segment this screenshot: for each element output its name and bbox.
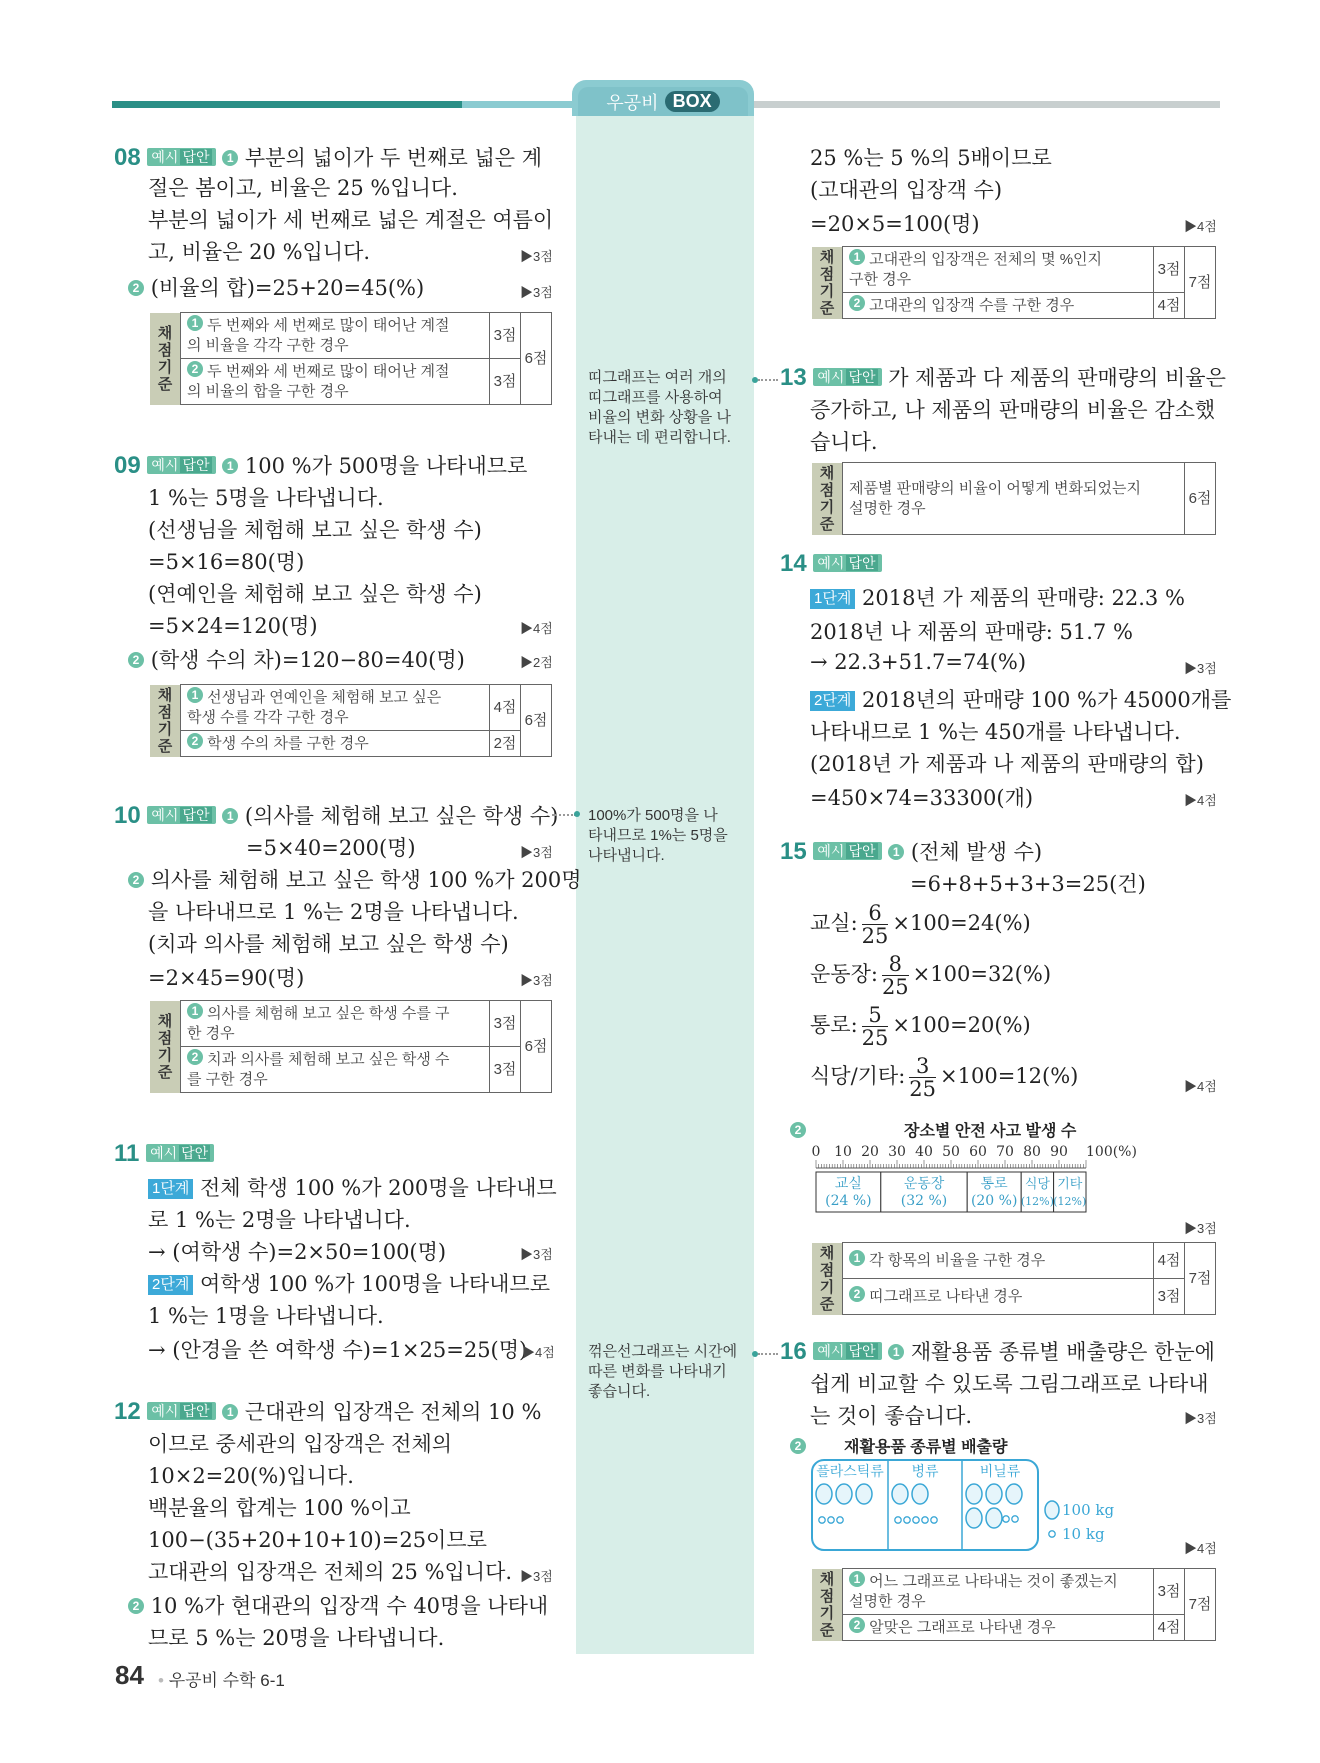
q10-line1: 10 예시 답안 1 (의사를 체험해 보고 싶은 학생 수) bbox=[114, 802, 559, 829]
q08-line3: 부분의 넓이가 세 번째로 넓은 계절은 여름이 bbox=[148, 208, 554, 232]
q13-rubric: 채점 기준 제품별 판매량의 비율이 어떻게 변화되었는지 설명한 경우 6점 bbox=[812, 462, 1216, 535]
q08-rubric: 채점 기준 1 두 번째와 세 번째로 많이 태어난 계절 의 비율을 각각 구한 경우 3점 6점 2 두 번째와 세 번째로 많이 태어난 계절 의 비율의 합을 구한 경우 3점 bbox=[150, 312, 552, 405]
small-bag-icon bbox=[819, 1517, 825, 1523]
q12-rubric: 채점 기준 1 고대관의 입장객은 전체의 몇 %인지 구한 경우 3점 7점 2 고대관의 입장객 수를 구한 경우 4점 bbox=[812, 246, 1216, 319]
question-number: 14 bbox=[780, 550, 807, 577]
small-bag-icon bbox=[837, 1517, 843, 1523]
points-label: ▶4점 bbox=[1184, 793, 1217, 808]
connector-line bbox=[758, 1353, 778, 1355]
q13-line1: 13 예시 답안 가 제품과 다 제품의 판매량의 비율은 bbox=[780, 364, 1226, 391]
legend-large-bag-icon bbox=[1045, 1501, 1059, 1519]
band-value-label: (24 %) bbox=[825, 1193, 872, 1209]
small-bag-icon bbox=[913, 1517, 919, 1523]
step-marker-2-icon: 2 bbox=[128, 280, 144, 296]
q15-step2-marker: 2 bbox=[790, 1118, 806, 1142]
question-number: 13 bbox=[780, 364, 807, 391]
q12-line6: 고대관의 입장객은 전체의 25 %입니다. bbox=[148, 1560, 513, 1584]
q11-line0: 11 예시 답안 bbox=[114, 1140, 214, 1168]
question-number: 09 bbox=[114, 452, 141, 479]
question-number: 08 bbox=[114, 144, 141, 171]
category-label: 병류 bbox=[911, 1463, 939, 1479]
q09-line2: 1 %는 5명을 나타냅니다. bbox=[148, 486, 384, 510]
band-graph-accidents bbox=[806, 1142, 1136, 1242]
points-label: ▶2점 bbox=[520, 655, 553, 670]
q15-fraction-3: 통로: $\frac{5}{25}$ ×100=20(%) bbox=[810, 1003, 1031, 1050]
header-rule-right bbox=[754, 101, 1220, 108]
large-bag-icon bbox=[986, 1508, 1002, 1528]
q12-line4: 백분율의 합계는 100 %이고 bbox=[148, 1496, 411, 1520]
points-label: ▶3점 bbox=[520, 1247, 553, 1262]
q14-line6: (2018년 가 제품과 나 제품의 판매량의 합) bbox=[810, 752, 1204, 776]
category-label: 비닐류 bbox=[979, 1463, 1021, 1479]
q10-line2: =5×40=200(명) bbox=[246, 836, 416, 860]
q16-line1: 16 예시 답안 1 재활용품 종류별 배출량은 한눈에 bbox=[780, 1338, 1215, 1365]
header-brand: 우공비 bbox=[606, 92, 659, 113]
q10-line6: =2×45=90(명) bbox=[148, 966, 305, 990]
q10-line5: (치과 의사를 체험해 보고 싶은 학생 수) bbox=[148, 932, 509, 956]
connector-line bbox=[552, 814, 576, 816]
q15-fraction-2: 운동장: $\frac{8}{25}$ ×100=32(%) bbox=[810, 952, 1052, 999]
q14-line0: 14 예시 답안 bbox=[780, 550, 882, 578]
points-label: ▶3점 bbox=[1184, 661, 1217, 676]
legend-label: 100 kg bbox=[1062, 1501, 1115, 1519]
q15-line2: =6+8+5+3+3=25(건) bbox=[910, 872, 1146, 896]
points-label: ▶4점 bbox=[1184, 219, 1217, 234]
header-rule-left bbox=[112, 101, 462, 108]
header-title bbox=[578, 87, 748, 116]
axis-tick-label: 100(%) bbox=[1086, 1144, 1137, 1160]
q08-line5: 2 (비율의 합)=25+20=45(%) bbox=[128, 272, 424, 302]
points-label: ▶4점 bbox=[520, 621, 553, 636]
points-label: ▶3점 bbox=[1184, 1221, 1217, 1236]
small-bag-icon bbox=[1012, 1516, 1018, 1522]
chart-title-recycling: 재활용품 종류별 배출량 bbox=[844, 1439, 1008, 1456]
axis-tick-label: 70 bbox=[996, 1144, 1014, 1160]
small-bag-icon bbox=[895, 1517, 901, 1523]
large-bag-icon bbox=[912, 1484, 928, 1504]
points-label: ▶3점 bbox=[520, 285, 553, 300]
q12-line3: 10×2=20(%)입니다. bbox=[148, 1464, 354, 1488]
q14-line2: 2018년 나 제품의 판매량: 51.7 % bbox=[810, 620, 1133, 644]
question-number: 11 bbox=[114, 1140, 140, 1167]
band-value-label: (32 %) bbox=[900, 1193, 948, 1209]
axis-tick-label: 80 bbox=[1023, 1144, 1041, 1160]
axis-tick-label: 60 bbox=[969, 1144, 987, 1160]
large-bag-icon bbox=[966, 1508, 982, 1528]
q14-line7: =450×74=33300(개) bbox=[810, 786, 1034, 810]
page-number: 84 bbox=[115, 1660, 144, 1690]
q09-rubric: 채점 기준 1 선생님과 연예인을 체험해 보고 싶은 학생 수를 각각 구한 경우 4점 6점 2 학생 수의 차를 구한 경우 2점 bbox=[150, 684, 552, 757]
q16-step2-marker: 2 bbox=[790, 1434, 806, 1458]
q11-line3: → (여학생 수)=2×50=100(명) bbox=[148, 1240, 447, 1264]
chart-title-accidents: 장소별 안전 사고 발생 수 bbox=[904, 1123, 1077, 1140]
q10-rubric: 채점 기준 1 의사를 체험해 보고 싶은 학생 수를 구 한 경우 3점 6점 2 치과 의사를 체험해 보고 싶은 학생 수 를 구한 경우 3점 bbox=[150, 1000, 552, 1093]
q12-line5: 100−(35+20+10+10)=25이므로 bbox=[148, 1528, 487, 1552]
legend-small-bag-icon bbox=[1049, 1531, 1055, 1537]
q12-line7: 2 10 %가 현대관의 입장객 수 40명을 나타내 bbox=[128, 1590, 548, 1620]
axis-tick-label: 20 bbox=[861, 1144, 879, 1160]
large-bag-icon bbox=[892, 1484, 908, 1504]
step-marker-1-icon: 1 bbox=[222, 150, 238, 166]
center-note-column bbox=[576, 116, 754, 1654]
q08-line4: 고, 비율은 20 %입니다. bbox=[148, 240, 371, 264]
band-category-label: 교실 bbox=[834, 1175, 862, 1191]
step-badge: 2단계 bbox=[148, 1275, 193, 1295]
question-number: 16 bbox=[780, 1338, 807, 1365]
small-bag-icon bbox=[931, 1517, 937, 1523]
question-number: 12 bbox=[114, 1398, 141, 1425]
sidenote-2: 100%가 500명을 나 타내므로 1%는 5명을 나타냅니다. bbox=[588, 807, 728, 864]
large-bag-icon bbox=[856, 1484, 872, 1504]
q15-rubric: 채점 기준 1 각 항목의 비율을 구한 경우 4점 7점 2 띠그래프로 나타낸 경우 3점 bbox=[812, 1242, 1216, 1315]
q14-line3: → 22.3+51.7=74(%) bbox=[810, 650, 1027, 674]
sidenote-1: 띠그래프는 여러 개의 띠그래프를 사용하여 비율의 변화 상황을 나 타내는 데 편리합니다. bbox=[588, 369, 731, 446]
axis-tick-label: 40 bbox=[915, 1144, 933, 1160]
band-category-label: 기타 bbox=[1057, 1176, 1083, 1191]
q11-line2: 로 1 %는 2명을 나타냅니다. bbox=[148, 1208, 411, 1232]
q15-fraction-4: 식당/기타: $\frac{3}{25}$ ×100=12(%) bbox=[810, 1054, 1079, 1101]
axis-tick-label: 50 bbox=[942, 1144, 960, 1160]
axis-tick-label: 30 bbox=[888, 1144, 906, 1160]
points-label: ▶3점 bbox=[1184, 1411, 1217, 1426]
points-label: ▶4점 bbox=[1184, 1541, 1217, 1556]
q12-line8: 므로 5 %는 20명을 나타냅니다. bbox=[148, 1626, 445, 1650]
connector-line bbox=[758, 379, 778, 381]
example-answer-tag: 예시 답안 bbox=[147, 148, 215, 166]
q16-rubric: 채점 기준 1 어느 그래프로 나타내는 것이 좋겠는지 설명한 경우 3점 7점 2 알맞은 그래프로 나타낸 경우 4점 bbox=[812, 1568, 1216, 1641]
q11-line1: 1단계 전체 학생 100 %가 200명을 나타내므 bbox=[148, 1172, 557, 1202]
band-category-label: 식당 bbox=[1024, 1176, 1050, 1191]
axis-tick-label: 0 bbox=[811, 1144, 821, 1160]
band-value-label: (12%) bbox=[1053, 1195, 1087, 1208]
q09-line6: =5×24=120(명) bbox=[148, 614, 318, 638]
q12-cont-line2: (고대관의 입장객 수) bbox=[810, 178, 1003, 202]
q16-line2: 쉽게 비교할 수 있도록 그림그래프로 나타내 bbox=[810, 1372, 1209, 1396]
small-bag-icon bbox=[828, 1517, 834, 1523]
points-label: ▶3점 bbox=[520, 845, 553, 860]
q14-line5: 나타내므로 1 %는 450개를 나타냅니다. bbox=[810, 720, 1181, 744]
band-category-label: 통로 bbox=[980, 1175, 1008, 1191]
small-bag-icon bbox=[922, 1517, 928, 1523]
large-bag-icon bbox=[816, 1484, 832, 1504]
q12-line1: 12 예시 답안 1 근대관의 입장객은 전체의 10 % bbox=[114, 1398, 542, 1425]
q10-line3: 2 의사를 체험해 보고 싶은 학생 100 %가 200명 bbox=[128, 864, 582, 894]
q14-line4: 2단계 2018년의 판매량 100 %가 45000개를 bbox=[810, 684, 1231, 714]
band-value-label: (12%) bbox=[1020, 1195, 1054, 1208]
header-rule-mid bbox=[462, 101, 574, 108]
q09-line5: (연예인을 체험해 보고 싶은 학생 수) bbox=[148, 582, 482, 606]
q08-line2: 절은 봄이고, 비율은 25 %입니다. bbox=[148, 176, 458, 200]
sidenote-3: 꺾은선그래프는 시간에 따른 변화를 나타내기 좋습니다. bbox=[588, 1343, 738, 1400]
q10-line4: 을 나타내므로 1 %는 2명을 나타냅니다. bbox=[148, 900, 519, 924]
q12-cont-line3: =20×5=100(명) bbox=[810, 212, 980, 236]
points-label: ▶4점 bbox=[1184, 1079, 1217, 1094]
question-number: 10 bbox=[114, 802, 141, 829]
q11-line6: → (안경을 쓴 여학생 수)=1×25=25(명) bbox=[148, 1338, 528, 1362]
header-box-badge: BOX bbox=[665, 91, 720, 112]
q11-line5: 1 %는 1명을 나타냅니다. bbox=[148, 1304, 384, 1328]
step-badge: 2단계 bbox=[810, 691, 855, 711]
large-bag-icon bbox=[966, 1484, 982, 1504]
legend-label: 10 kg bbox=[1062, 1525, 1105, 1543]
footer-title: • 우공비 수학 6-1 bbox=[158, 1671, 285, 1690]
axis-tick-label: 10 bbox=[834, 1144, 852, 1160]
band-value-label: (20 %) bbox=[970, 1193, 1018, 1209]
q09-line3: (선생님을 체험해 보고 싶은 학생 수) bbox=[148, 518, 482, 542]
q16-line3: 는 것이 좋습니다. bbox=[810, 1404, 973, 1428]
q09-line4: =5×16=80(명) bbox=[148, 550, 305, 574]
small-bag-icon bbox=[904, 1517, 910, 1523]
step-badge: 1단계 bbox=[148, 1179, 193, 1199]
q15-line1: 15 예시 답안 1 (전체 발생 수) bbox=[780, 838, 1043, 865]
q09-line7: 2 (학생 수의 차)=120−80=40(명) bbox=[128, 644, 465, 674]
question-number: 15 bbox=[780, 838, 807, 865]
category-label: 플라스틱류 bbox=[816, 1463, 884, 1479]
points-label: ▶4점 bbox=[522, 1345, 555, 1360]
q09-line1: 09 예시 답안 1 100 %가 500명을 나타내므로 bbox=[114, 452, 528, 479]
q11-line4: 2단계 여학생 100 %가 100명을 나타내므로 bbox=[148, 1268, 550, 1298]
q13-line3: 습니다. bbox=[810, 430, 878, 454]
small-bag-icon bbox=[1003, 1516, 1009, 1522]
step-badge: 1단계 bbox=[810, 589, 855, 609]
q15-fraction-1: 교실: $\frac{6}{25}$ ×100=24(%) bbox=[810, 901, 1031, 948]
axis-tick-label: 90 bbox=[1050, 1144, 1068, 1160]
points-label: ▶3점 bbox=[520, 1569, 553, 1584]
points-label: ▶3점 bbox=[520, 973, 553, 988]
large-bag-icon bbox=[836, 1484, 852, 1504]
band-category-label: 운동장 bbox=[903, 1175, 945, 1191]
q08-line1: 08 예시 답안 1 부분의 넓이가 두 번째로 넓은 계 bbox=[114, 144, 542, 171]
large-bag-icon bbox=[1006, 1484, 1022, 1504]
points-label: ▶3점 bbox=[520, 249, 553, 264]
picture-graph-recycling bbox=[812, 1460, 1142, 1560]
q14-line1: 1단계 2018년 가 제품의 판매량: 22.3 % bbox=[810, 582, 1185, 612]
q12-line2: 이므로 중세관의 입장객은 전체의 bbox=[148, 1432, 453, 1456]
large-bag-icon bbox=[986, 1484, 1002, 1504]
q13-line2: 증가하고, 나 제품의 판매량의 비율은 감소했 bbox=[810, 398, 1216, 422]
q12-cont-line1: 25 %는 5 %의 5배이므로 bbox=[810, 146, 1052, 170]
connector-dot bbox=[574, 811, 580, 817]
